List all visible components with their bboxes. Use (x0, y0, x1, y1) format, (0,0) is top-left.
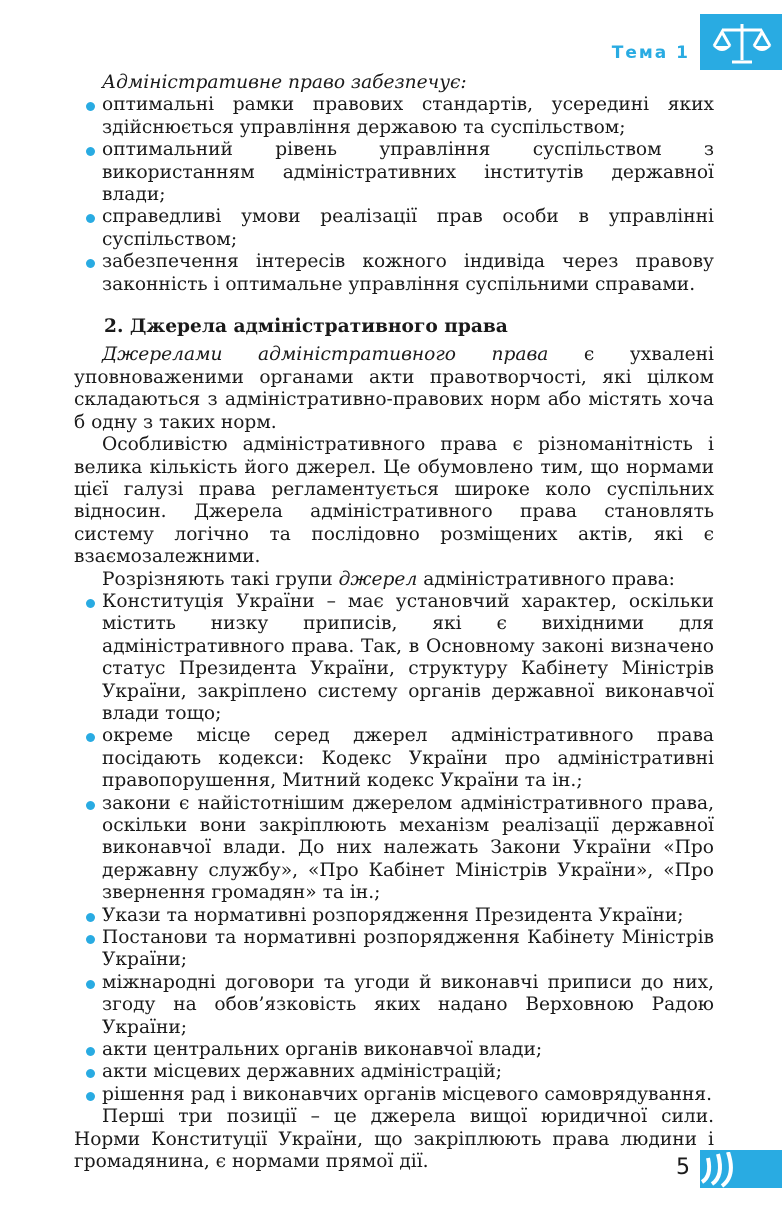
page-number: 5 (676, 1155, 690, 1180)
sources-list (74, 591, 714, 1106)
groups-intro-a: Розрізняють такі групи (102, 568, 339, 590)
definition-term: Джерелами адміністративного права (102, 344, 549, 366)
paragraph-definition (74, 344, 714, 434)
groups-intro-term: джерел (338, 568, 418, 590)
list-item: справедливі умови реалізації прав особи в управлінні суспільством; (74, 206, 714, 251)
list-item: закони є найістотнішим джерелом адміністративного права, оскільки вони закріплюють механізм реалізації державної виконавчої влади. До них належать Закони України «Про державну службу», «Про Кабінет Міністрів України», «Про звернення громадян» та ін.; (74, 793, 714, 905)
list-item: міжнародні договори та угоди й виконавчі приписи до них, згоду на обов’язковість яких надано Верховною Радою України; (74, 972, 714, 1039)
page-body (74, 72, 714, 1174)
list-item: Постанови та нормативні розпорядження Кабінету Міністрів України; (74, 927, 714, 972)
list-item: Укази та нормативні розпорядження Президента України; (74, 905, 714, 927)
list-item: оптимальний рівень управління суспільством з використанням адміністративних інститутів державної влади; (74, 139, 714, 206)
footer-tab (700, 1150, 782, 1188)
paragraph-features: Особливістю адміністративного права є різноманітність і велика кількість його джерел. Це обумовлено тим, що нормами цієї галузі права регламентується широке коло суспільних відносин. Джерела адміністративного права становлять систему логічно та послідовно розміщених актів, які є взаємозалежними. (74, 434, 714, 568)
section-heading: 2. Джерела адміністративного права (104, 316, 508, 338)
definition-text: є ухвалені уповноваженими органами акти правотворчості, які цілком складаються з адміністративно-правових норм або містять хоча б одну з таких норм. (74, 344, 714, 433)
signal-waves-icon (694, 1152, 754, 1188)
list-item: Конституція України – має установчий характер, оскільки містить низку приписів, які є вихідними для адміністративного права. Так, в Основному законі визначено статус Президента України, структуру Кабінету Міністрів України, закріплено систему органів державної виконавчої влади тощо; (74, 591, 714, 725)
paragraph-conclusion: Перші три позиції – це джерела вищої юридичної сили. Норми Конституції України, що закріплюють права людини і громадянина, є нормами прямої дії. (74, 1106, 714, 1173)
paragraph-groups-intro (74, 569, 714, 591)
list-item: акти місцевих державних адміністрацій; (74, 1061, 714, 1083)
topic-label: Тема 1 (611, 43, 690, 63)
list-item: забезпечення інтересів кожного індивіда через правову законність і оптимальне управління суспільними справами. (74, 251, 714, 296)
groups-intro-b: адміністративного права: (417, 568, 675, 590)
list-item: оптимальні рамки правових стандартів, усередині яких здійснюється управління державою та суспільством; (74, 94, 714, 139)
topic-tab (700, 14, 782, 70)
intro-list (74, 94, 714, 296)
list-item: окреме місце серед джерел адміністративного права посідають кодекси: Кодекс України про адміністративні правопорушення, Митний кодекс України та ін.; (74, 725, 714, 792)
intro-lead (74, 72, 714, 94)
list-item: акти центральних органів виконавчої влади; (74, 1039, 714, 1061)
scales-icon (712, 20, 772, 66)
list-item: рішення рад і виконавчих органів місцевого самоврядування. (74, 1084, 714, 1106)
intro-lead-text: Адміністративне право забезпечує: (102, 72, 467, 93)
